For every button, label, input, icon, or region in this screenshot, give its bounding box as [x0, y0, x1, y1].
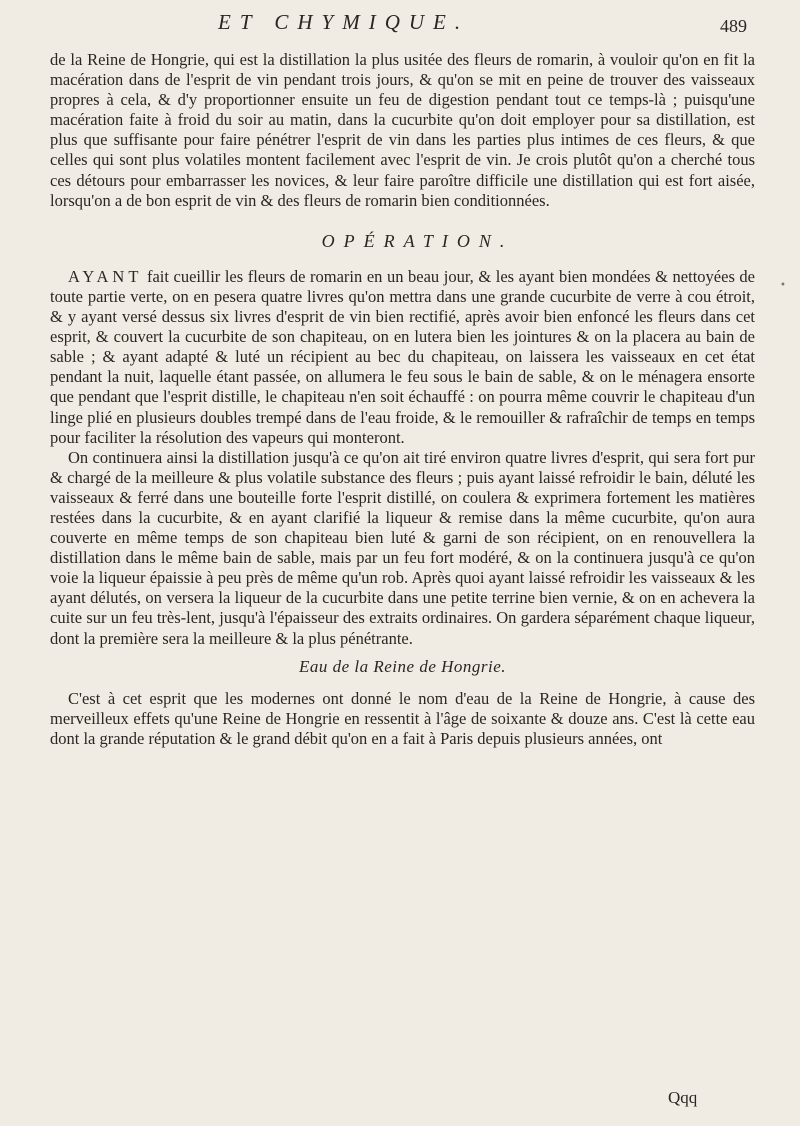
paragraph-continuation: On continuera ainsi la distillation jusqu'à ce qu'on ait tiré environ quatre livres d'esprit, qui sera fort pur & chargé de la meilleure & plus volatile substance des fleurs ; puis ayant laissé refroidir le bain, déluté les vaisseaux & ferré dans une bouteille forte l'esprit distillé, on coulera & exprimera fortement les matières restées dans la cucurbite, & en ayant clarifié la liqueur & remise dans la même cucurbite, qu'on aura couverte en même temps de son chapiteau bien luté & garni de son récipient, on en renouvellera la distillation dans le même bain de sable, mais par un feu fort modéré, & on la continuera jusqu'à ce qu'on voie la liqueur épaissie à peu près de même qu'un rob. Après quoi ayant laissé refroidir les vaisseaux & les ayant délutés, on versera la liqueur de la cucurbite dans une petite terrine bien vernie, & on en achevera la cuite sur un feu très-lent, jusqu'à l'épaisseur des extraits ordinaires. On gardera séparément chaque liqueur, dont la première sera la meilleure & la plus pénétrante. [50, 447, 755, 648]
body-text [50, 50, 755, 749]
paragraph-intro: de la Reine de Hongrie, qui est la distillation la plus usitée des fleurs de romarin, à vouloir qu'on en fit la macération dans de l'esprit de vin pendant trois jours, & qu'on se mit en peine de trouver des vaisseaux propres à cela, & d'y proportionner ensuite un feu de digestion pendant tout ce temps-là ; puisqu'une macération faite à froid du soir au matin, dans la cucurbite qu'on doit employer pour sa distillation, est plus que suffisante pour faire pénétrer l'esprit de vin dans les parties plus intimes de ces fleurs, & que celles qui sont plus volatiles montent facilement avec l'esprit de vin. Je crois plutôt qu'on a cherché tous ces détours pour embarrasser les novices, & leur faire paroître difficile une distillation qui est fort aisée, lorsqu'on a de bon esprit de vin & des fleurs de romarin bien conditionnées. [50, 50, 755, 210]
signature-mark: Qqq [668, 1088, 698, 1107]
lead-word: AYANT [68, 266, 143, 286]
paragraph-operation-text: fait cueillir les fleurs de romarin en un beau jour, & les ayant bien mondées & nettoyées de toute partie verte, on en pesera quatre livres qu'on mettra dans une grande cucurbite de verre à cou étroit, & y ayant versé dessus six livres d'esprit de vin bien rectifié, après avoir bien enfoncé les fleurs dans cet esprit, & couvert la cucurbite de son chapiteau, on en lutera bien les jointures & on la placera au bain de sable ; & ayant adapté & luté un récipient au bec du chapiteau, on laissera les vaisseaux en cet état pendant la nuit, laquelle étant passée, on allumera le feu sous le bain de sable, & on le ménagera ensorte que pendant que l'esprit distille, le chapiteau n'en soit échauffé : on pourra même couvrir le chapiteau d'un linge plié en plusieurs doubles trempé dans de l'eau froide, & le remouiller & rafraîchir de temps en temps pour faciliter la résolution des vapeurs qui monteront. [50, 266, 756, 447]
section-subheading: Eau de la Reine de Hongrie. [298, 656, 507, 676]
paragraph-eau-reine: C'est à cet esprit que les modernes ont donné le nom d'eau de la Reine de Hongrie, à cause des merveilleux effets qu'une Reine de Hongrie en ressentit à l'âge de soixante & douze ans. C'est là cette eau dont la grande réputation & le grand débit qu'on en a fait à Paris depuis plusieurs années, ont [50, 688, 755, 748]
operation-heading: OPÉRATION. [321, 230, 514, 251]
margin-mark: • [780, 280, 786, 291]
page-number: 489 [720, 16, 747, 36]
running-head [0, 10, 800, 50]
paragraph-operation [50, 267, 755, 448]
running-title: ET CHYMIQUE. [218, 10, 470, 34]
